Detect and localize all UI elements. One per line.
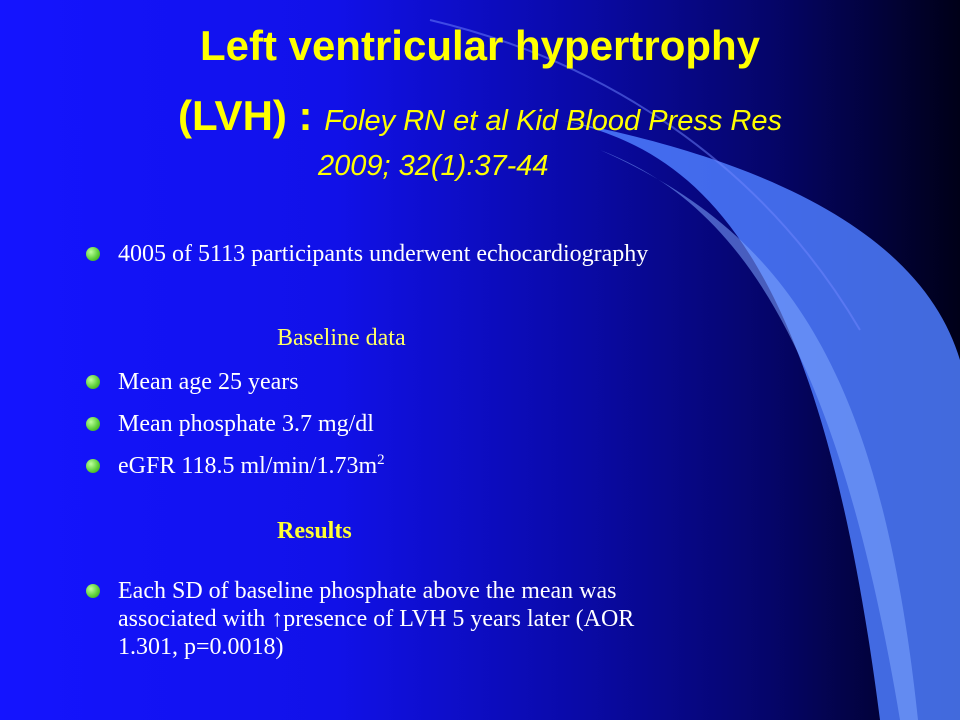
bullet-mean-phosphate xyxy=(86,410,374,438)
title-citation: Foley RN et al Kid Blood Press Res xyxy=(324,105,782,137)
title-citation-year: 2009; 32(1):37-44 xyxy=(318,150,549,182)
slide-title-line2 xyxy=(40,92,920,140)
bullet-icon xyxy=(86,247,100,261)
section-heading-baseline: Baseline data xyxy=(277,325,406,351)
bullet-text: Mean age 25 years xyxy=(118,369,299,395)
egfr-text: eGFR 118.5 ml/min/1.73m xyxy=(118,453,378,479)
bullet-participants xyxy=(86,240,648,268)
bullet-mean-age xyxy=(86,368,299,396)
egfr-superscript: 2 xyxy=(377,452,385,468)
bullet-text xyxy=(118,452,385,480)
title-lvh: (LVH) : xyxy=(178,92,325,139)
bullet-icon xyxy=(86,584,100,598)
bullet-icon xyxy=(86,417,100,431)
section-heading-results: Results xyxy=(277,518,352,544)
bullet-text: Each SD of baseline phosphate above the mean was associated with ↑presence of LVH 5 years later (AOR 1.301, p=0.0018) xyxy=(118,578,635,660)
bullet-text: 4005 of 5113 participants underwent echocardiography xyxy=(118,241,649,267)
slide-title-line1: Left ventricular hypertrophy xyxy=(199,22,761,69)
bullet-icon xyxy=(86,375,100,389)
bullet-text: Mean phosphate 3.7 mg/dl xyxy=(118,411,374,437)
bullet-results xyxy=(86,577,826,661)
bullet-egfr xyxy=(86,452,385,480)
bullet-icon xyxy=(86,459,100,473)
